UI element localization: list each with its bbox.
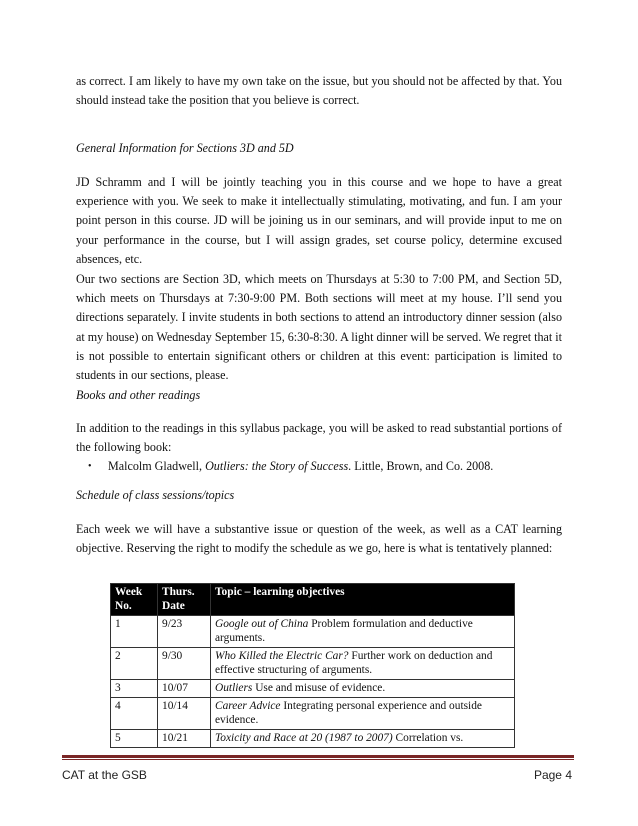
sections-paragraph: Our two sections are Section 3D, which meets on Thursdays at 5:30 to 7:00 PM, and Section 5D, which meets on Thursdays at 7:30-9:00 PM. Both sections will meet at my house. I’ll send you directions separately. I invite students in both sections to attend an introductory dinner session (also at my house) on Wednesday September 15, 6:30-8:30. A light dinner will be served. We regret that it is not possible to entertain significant others or children at this event: participation is limited to students in our sections, please.: [76, 272, 562, 383]
topic-cell: [211, 730, 515, 748]
header-topic: Topic – learning objectives: [211, 584, 515, 616]
footer-rule-thick: [62, 755, 574, 758]
topic-cell: [211, 648, 515, 680]
footer-course-name: CAT at the GSB: [62, 768, 147, 782]
table-row: [111, 680, 515, 698]
topic-text: Use and misuse of evidence.: [252, 682, 386, 694]
date-cell: 9/23: [158, 616, 211, 648]
team-teaching-paragraph: JD Schramm and I will be jointly teaching you in this course and we hope to have a great experience with you. We seek to make it intellectually stimulating, motivating, and fun. I am your point person in this course. JD will be joining us in our seminars, and will provide input to me on your performance in the course, but I will assign grades, set course policy, determine excused absences, etc.: [76, 175, 562, 266]
footer-rule-thin: [62, 759, 574, 760]
intro-tail-paragraph: as correct. I am likely to have my own take on the issue, but you should not be affected by that. You should instead take the position that you believe is correct.: [76, 74, 562, 108]
topic-cell: [211, 698, 515, 730]
table-row: [111, 616, 515, 648]
books-heading: Books and other readings: [76, 388, 201, 402]
header-week: Week No.: [111, 584, 158, 616]
date-cell: 10/07: [158, 680, 211, 698]
book-title: Outliers: the Story of Success: [205, 459, 349, 473]
schedule-intro-paragraph: Each week we will have a substantive issue or question of the week, as well as a CAT learning objective. Reserving the right to modify the schedule as we go, here is what is tentatively planned:: [76, 522, 562, 556]
table-row: [111, 730, 515, 748]
topic-title: Who Killed the Electric Car?: [215, 650, 349, 662]
date-cell: 9/30: [158, 648, 211, 680]
topic-title: Career Advice: [215, 700, 281, 712]
week-cell: 5: [111, 730, 158, 748]
topic-text: Further work on deduction and effective structuring of arguments.: [215, 650, 493, 676]
bullet-icon: •: [88, 461, 92, 472]
topic-text: Integrating personal experience and outside evidence.: [215, 700, 482, 726]
table-header-row: [111, 584, 515, 616]
week-cell: 2: [111, 648, 158, 680]
book-list-item: [88, 457, 558, 476]
table-row: [111, 648, 515, 680]
week-cell: 3: [111, 680, 158, 698]
readings-paragraph: In addition to the readings in this syllabus package, you will be asked to read substantial portions of the following book:: [76, 421, 562, 455]
book-publisher: . Little, Brown, and Co. 2008.: [348, 459, 494, 473]
week-cell: 4: [111, 698, 158, 730]
book-author: Malcolm Gladwell,: [108, 459, 206, 473]
topic-text: Correlation vs.: [392, 732, 464, 744]
topic-title: Toxicity and Race at 20 (1987 to 2007): [215, 732, 393, 744]
table-row: [111, 698, 515, 730]
week-cell: 1: [111, 616, 158, 648]
book-list: [88, 457, 558, 476]
footer-page-number: Page 4: [533, 768, 572, 782]
topic-text: Problem formulation and deductive arguments.: [215, 618, 473, 644]
general-info-heading: General Information for Sections 3D and 5D: [76, 141, 294, 155]
date-cell: 10/21: [158, 730, 211, 748]
schedule-heading: Schedule of class sessions/topics: [76, 488, 235, 502]
date-cell: 10/14: [158, 698, 211, 730]
topic-title: Google out of China: [215, 618, 309, 630]
topic-title: Outliers: [215, 682, 253, 694]
schedule-table: [110, 583, 515, 748]
topic-cell: [211, 680, 515, 698]
topic-cell: [211, 616, 515, 648]
header-date: Thurs. Date: [158, 584, 211, 616]
